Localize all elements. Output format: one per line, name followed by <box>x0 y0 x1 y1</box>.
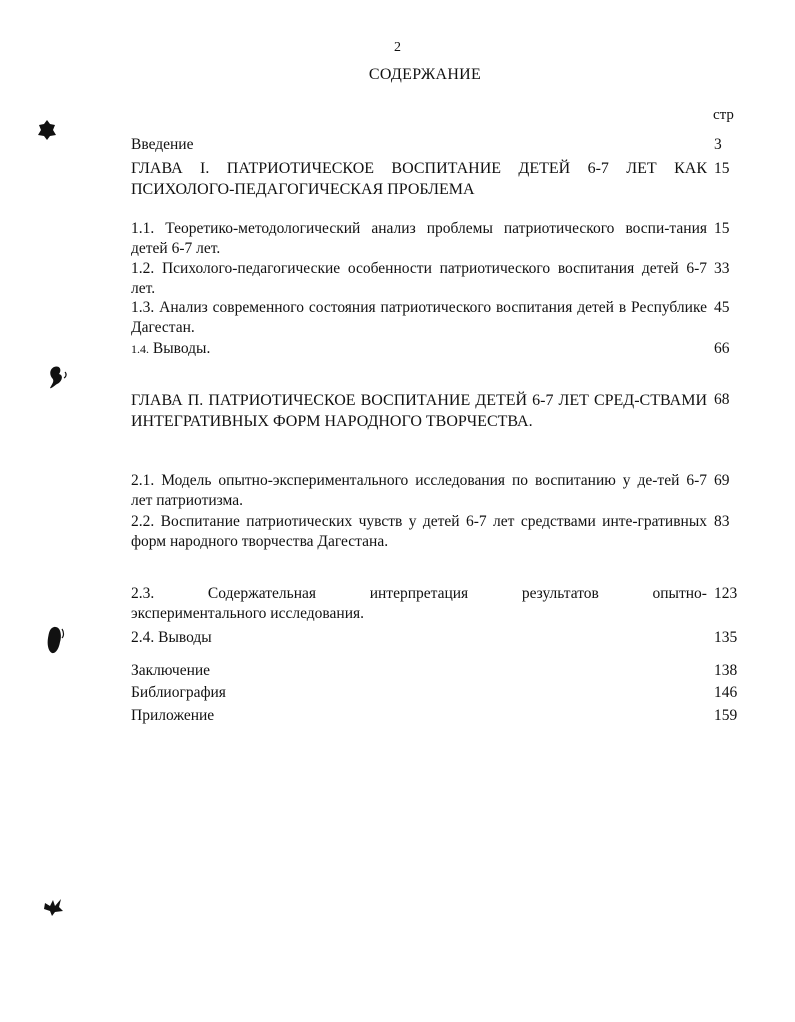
toc-entry-2-3-word: 2.3. <box>131 585 155 602</box>
page-number: 2 <box>394 40 401 55</box>
toc-entry-2-1: 2.1. Модель опытно-экспериментального исследования по воспитанию у де-тей 6-7 лет патриотизма. <box>131 472 707 509</box>
toc-entry-2-2: 2.2. Воспитание патриотических чувств у детей 6-7 лет средствами инте-гративных форм народного творчества Дагестана. <box>131 513 707 550</box>
scan-blot-mark <box>44 624 68 656</box>
toc-entry-2-4: 2.4. Выводы <box>131 629 212 646</box>
document-title: СОДЕРЖАНИЕ <box>368 66 482 83</box>
toc-page-2-4: 135 <box>714 629 738 646</box>
scan-blot-mark <box>42 895 66 917</box>
toc-page-1-3: 45 <box>714 299 730 316</box>
scan-blot-mark <box>36 118 58 142</box>
toc-page-conclusion: 138 <box>714 662 738 679</box>
toc-entry-1-4 <box>131 339 707 359</box>
toc-entry-1-3: 1.3. Анализ современного состояния патриотического воспитания детей в Республике Дагестан. <box>131 299 707 336</box>
scan-blot-mark <box>46 364 70 392</box>
toc-page-chapter-1: 15 <box>714 160 730 177</box>
toc-page-chapter-2: 68 <box>714 391 730 408</box>
toc-page-2-2: 83 <box>714 513 730 530</box>
toc-entry-appendix: Приложение <box>131 707 215 724</box>
toc-entry-1-2: 1.2. Психолого-педагогические особенности патриотического воспитания детей 6-7 лет. <box>131 260 707 297</box>
toc-entry-2-3-word: интерпретация <box>369 585 469 602</box>
toc-entry-bibliography: Библиография <box>131 684 226 701</box>
toc-page-2-3: 123 <box>714 585 738 602</box>
toc-page-1-1: 15 <box>714 220 730 237</box>
toc-chapter-1-heading: ГЛАВА I. ПАТРИОТИЧЕСКОЕ ВОСПИТАНИЕ ДЕТЕЙ 6-7 ЛЕТ КАК ПСИХОЛОГО-ПЕДАГОГИЧЕСКАЯ ПРОБЛЕМА <box>131 160 707 198</box>
toc-entry-2-3-word: результатов <box>521 585 599 602</box>
toc-page-bibliography: 146 <box>714 684 738 701</box>
toc-page-2-1: 69 <box>714 472 730 489</box>
toc-page-introduction: 3 <box>714 136 722 153</box>
toc-entry-2-3-line1 <box>131 584 707 604</box>
toc-entry-2-3-line2: экспериментального исследования. <box>131 605 364 622</box>
page-column-label: стр <box>713 107 734 123</box>
toc-entry-1-4-label: Выводы. <box>152 340 211 357</box>
toc-entry-introduction: Введение <box>131 136 194 153</box>
toc-entry-2-3-word: опытно- <box>652 585 707 602</box>
toc-page-1-2: 33 <box>714 260 730 277</box>
toc-entry-2-3-word: Содержательная <box>207 585 317 602</box>
toc-entry-1-4-number: 1.4. <box>131 342 149 356</box>
toc-page-appendix: 159 <box>714 707 738 724</box>
toc-entry-conclusion: Заключение <box>131 662 211 679</box>
toc-page-1-4: 66 <box>714 340 730 357</box>
toc-entry-1-1: 1.1. Теоретико-методологический анализ проблемы патриотического воспи-тания детей 6-7 лет. <box>131 220 707 257</box>
toc-chapter-2-heading: ГЛАВА П. ПАТРИОТИЧЕСКОЕ ВОСПИТАНИЕ ДЕТЕЙ 6-7 ЛЕТ СРЕД-СТВАМИ ИНТЕГРАТИВНЫХ ФОРМ НАРОДНОГО ТВОРЧЕСТВА. <box>131 392 707 430</box>
